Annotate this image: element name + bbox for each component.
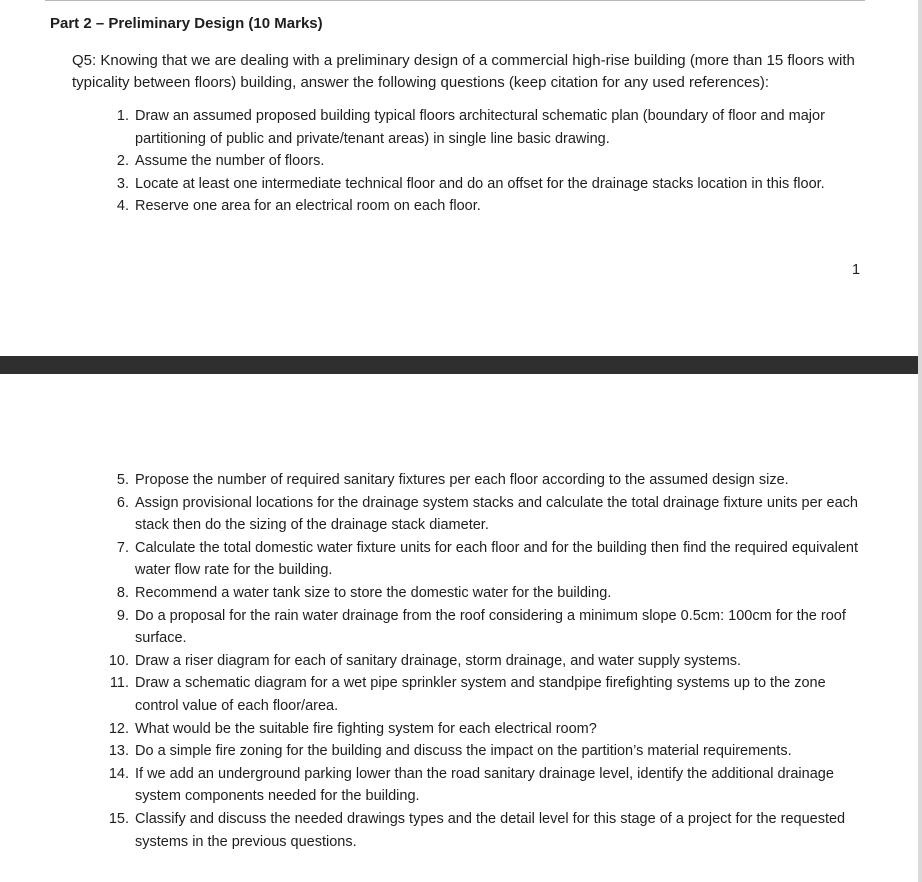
top-border-line xyxy=(45,0,865,1)
item-text: Do a proposal for the rain water drainage from the roof considering a minimum slope 0.5cm: 100cm for the roof surface. xyxy=(135,607,846,647)
list-item xyxy=(105,808,865,853)
list-item xyxy=(105,537,865,582)
item-number: 6. xyxy=(116,494,129,511)
item-text: Draw a schematic diagram for a wet pipe sprinkler system and standpipe firefighting systems up to the zone control value of each floor/area. xyxy=(135,675,826,714)
item-text: Recommend a water tank size to store the domestic water for the building. xyxy=(135,584,612,601)
item-text: Calculate the total domestic water fixture units for each floor and for the building then find the required equivalent water flow rate for the building. xyxy=(135,539,859,579)
document-page-1 xyxy=(0,0,918,356)
item-number: 11. xyxy=(109,675,129,692)
window-edge xyxy=(918,0,922,882)
item-number: 2. xyxy=(116,153,129,170)
item-text: Reserve one area for an electrical room on each floor. xyxy=(135,198,481,215)
item-number: 13. xyxy=(108,743,129,760)
list-item xyxy=(105,150,865,173)
list-item xyxy=(105,195,865,218)
part-title: Part 2 – Preliminary Design (10 Marks) xyxy=(50,15,323,32)
item-number: 3. xyxy=(116,175,129,192)
list-item xyxy=(105,763,865,808)
list-item xyxy=(105,740,865,763)
item-text: Draw an assumed proposed building typical floors architectural schematic plan (boundary of floor and major partitioning of public and private/tenant areas) in single line basic drawing. xyxy=(135,108,825,147)
list-item xyxy=(105,718,865,741)
item-number: 15. xyxy=(108,810,129,827)
item-number: 4. xyxy=(116,198,129,215)
item-text: What would be the suitable fire fighting system for each electrical room? xyxy=(135,720,597,737)
list-item xyxy=(105,650,865,673)
list-item xyxy=(105,605,865,650)
list-item xyxy=(105,672,865,717)
item-number: 5. xyxy=(116,472,129,488)
item-text: Propose the number of required sanitary fixtures per each floor according to the assumed design size. xyxy=(135,472,789,488)
list-item xyxy=(105,492,865,537)
question-list-page-2 xyxy=(105,469,865,853)
page-number: 1 xyxy=(852,262,861,278)
list-item xyxy=(105,582,865,605)
item-number: 9. xyxy=(116,607,129,624)
item-number: 8. xyxy=(116,584,129,601)
question-list-page-1 xyxy=(105,105,865,218)
document-page-2 xyxy=(0,374,918,882)
item-number: 12. xyxy=(108,720,129,737)
page-divider xyxy=(0,356,922,374)
item-number: 1. xyxy=(116,108,129,124)
item-text: Draw a riser diagram for each of sanitary drainage, storm drainage, and water supply systems. xyxy=(135,652,742,669)
item-number: 7. xyxy=(116,539,129,556)
list-item xyxy=(105,173,865,196)
list-item xyxy=(105,469,865,492)
item-text: If we add an underground parking lower than the road sanitary drainage level, identify the additional drainage system components needed for the building. xyxy=(135,765,834,805)
item-number: 14. xyxy=(108,765,129,782)
item-text: Classify and discuss the needed drawings types and the detail level for this stage of a project for the requested systems in the previous questions. xyxy=(135,810,846,850)
item-text: Locate at least one intermediate technical floor and do an offset for the drainage stacks location in this floor. xyxy=(135,175,825,192)
question-text: Q5: Knowing that we are dealing with a preliminary design of a commercial high-rise building (more than 15 floors with typicality between floors) building, answer the following questions (keep citation for any used references): xyxy=(72,52,855,91)
item-text: Assume the number of floors. xyxy=(135,153,325,170)
item-text: Assign provisional locations for the drainage system stacks and calculate the total drainage fixture units per each stack then do the sizing of the drainage stack diameter. xyxy=(135,494,858,534)
list-item xyxy=(105,105,865,150)
item-number: 10. xyxy=(108,652,129,669)
item-text: Do a simple fire zoning for the building and discuss the impact on the partition’s material requirements. xyxy=(135,743,792,760)
